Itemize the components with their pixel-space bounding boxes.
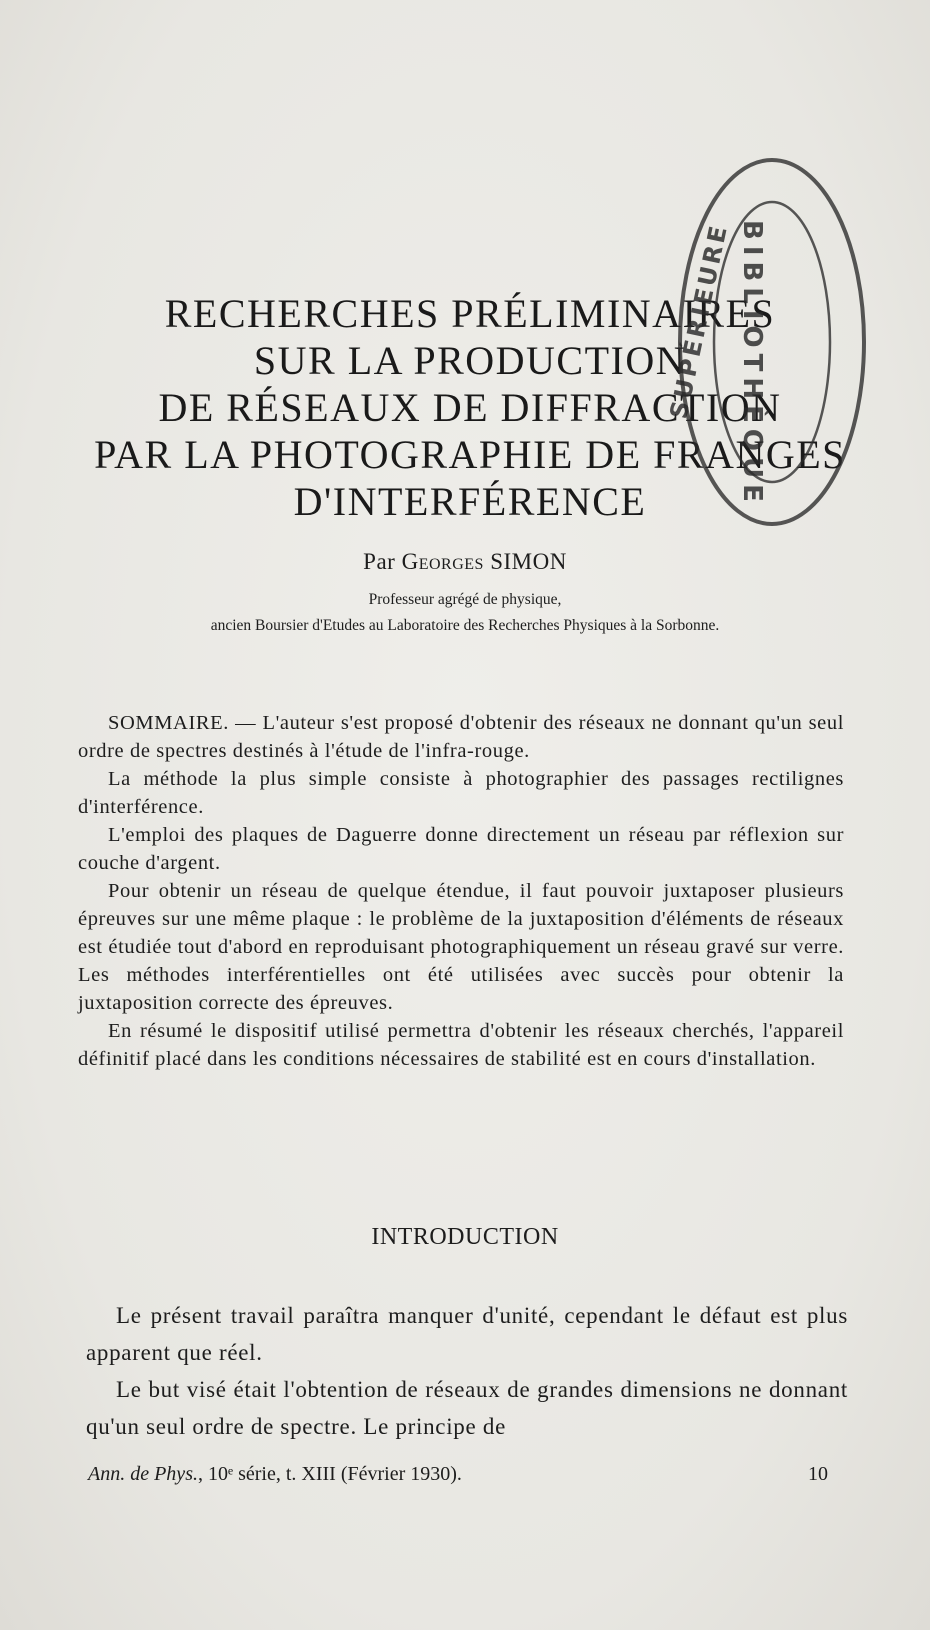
summary-paragraph: La méthode la plus simple consiste à photographier des passages rectilignes d'interférence. (78, 768, 844, 818)
title-line-3: DE RÉSEAUX DE DIFFRACTION (158, 385, 782, 430)
author-first-name: Georges (401, 549, 484, 574)
summary-paragraph: L'emploi des plaques de Daguerre donne directement un réseau par réflexion sur couche d'argent. (78, 824, 844, 874)
body-paragraph: Le but visé était l'obtention de réseaux de grandes dimensions ne donnant qu'un seul ordre de spectre. Le principe de (86, 1377, 848, 1439)
title-line-1: RECHERCHES PRÉLIMINAIRES (164, 291, 776, 336)
journal-citation: , 10ᵉ série, t. XIII (Février 1930). (197, 1463, 462, 1485)
title-line-4: PAR LA PHOTOGRAPHIE DE FRANGES (94, 432, 846, 477)
page-footer (88, 1463, 828, 1486)
stamp-inner-text: BIBLIOTHÈQUE (737, 220, 767, 508)
summary-paragraph: SOMMAIRE. — L'auteur s'est proposé d'obtenir des réseaux ne donnant qu'un seul ordre de spectres destinés à l'étude de l'infra-rouge. (78, 712, 844, 762)
introduction-text (86, 1297, 848, 1445)
summary-abstract (78, 709, 844, 1073)
title-line-2: SUR LA PRODUCTION (253, 338, 687, 383)
summary-paragraph: En résumé le dispositif utilisé permettra d'obtenir les réseaux cherchés, l'appareil définitif placé dans les conditions nécessaires de stabilité est en cours d'installation. (78, 1020, 844, 1070)
author-line (0, 549, 930, 575)
title-line-5: D'INTERFÉRENCE (293, 479, 647, 524)
author-prefix: Par (363, 549, 396, 574)
stamp-outer-text: SUPÉRIEURE (664, 220, 734, 422)
journal-name: Ann. de Phys. (88, 1463, 198, 1485)
affiliation-line-1: Professeur agrégé de physique, (368, 591, 562, 608)
summary-paragraph: Pour obtenir un réseau de quelque étendue, il faut pouvoir juxtaposer plusieurs épreuves sur une même plaque : le problème de la juxtaposition d'éléments de réseaux est étudiée tout d'abord en reproduisant photographiquement un réseau gravé sur verre. Les méthodes interférentielles ont été utilisées avec succès pour obtenir la juxtaposition correcte des épreuves. (78, 880, 844, 1014)
page-number: 10 (808, 1463, 828, 1485)
section-heading: INTRODUCTION (371, 1224, 559, 1250)
body-paragraph: Le présent travail paraîtra manquer d'unité, cependant le défaut est plus apparent que réel. (86, 1303, 848, 1365)
author-last-name: SIMON (490, 549, 567, 574)
library-stamp-icon (664, 150, 872, 535)
affiliation-line-2: ancien Boursier d'Etudes au Laboratoire des Recherches Physiques à la Sorbonne. (210, 617, 720, 634)
